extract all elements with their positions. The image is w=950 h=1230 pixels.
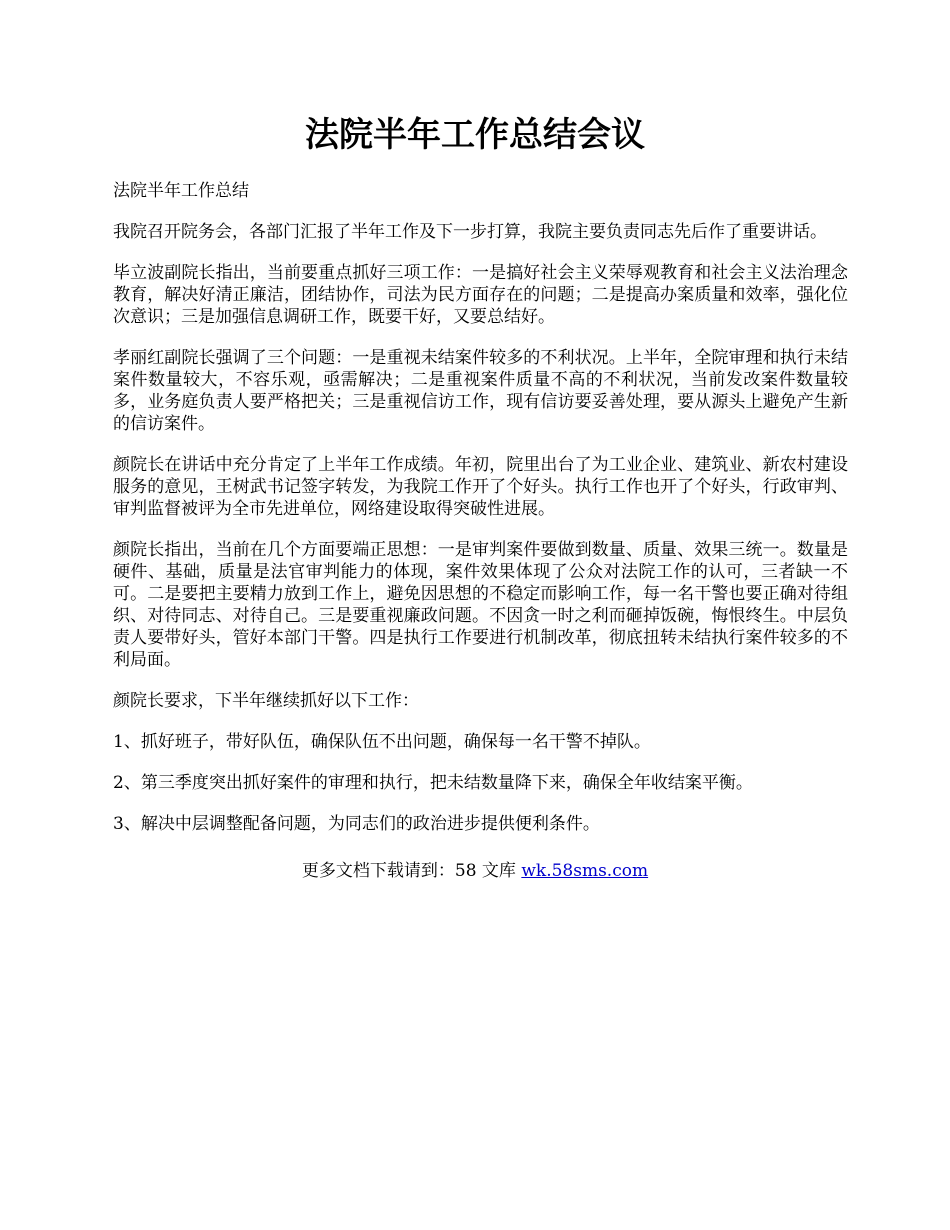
paragraph-yan-points: 颜院长指出，当前在几个方面要端正思想：一是审判案件要做到数量、质量、效果三统一。数量是硬件、基础，质量是法官审判能力的体现，案件效果体现了公众对法院工作的认可，三者缺一不可。二是要把主要精力放到工作上，避免因思想的不稳定而影响工作，每一名干警也要正确对待组织、对待同志、对待自己。三是要重视廉政问题。不因贪一时之利而砸掉饭碗，悔恨终生。中层负责人要带好头，管好本部门干警。四是执行工作要进行机制改革，彻底扭转未结执行案件较多的不利局面。 bbox=[113, 540, 848, 670]
footer-link[interactable]: wk.58sms.com bbox=[521, 861, 649, 881]
paragraph-intro: 我院召开院务会，各部门汇报了半年工作及下一步打算，我院主要负责同志先后作了重要讲话。 bbox=[113, 222, 827, 242]
download-footer bbox=[0, 860, 950, 882]
paragraph-subtitle: 法院半年工作总结 bbox=[113, 181, 249, 201]
paragraph-yan-affirm: 颜院长在讲话中充分肯定了上半年工作成绩。年初，院里出台了为工业企业、建筑业、新农村建设服务的意见，王树武书记签字转发，为我院工作开了个好头。执行工作也开了个好头，行政审判、审判监督被评为全市先进单位，网络建设取得突破性进展。 bbox=[113, 455, 848, 519]
list-item-2: 2、第三季度突出抓好案件的审理和执行，把未结数量降下来，确保全年收结案平衡。 bbox=[113, 773, 753, 793]
list-item-3: 3、解决中层调整配备问题，为同志们的政治进步提供便利条件。 bbox=[113, 814, 600, 834]
document-title: 法院半年工作总结会议 bbox=[305, 115, 645, 155]
footer-prefix: 更多文档下载请到：58 文库 bbox=[301, 861, 522, 881]
paragraph-bi-speech: 毕立波副院长指出，当前要重点抓好三项工作：一是搞好社会主义荣辱观教育和社会主义法治理念教育，解决好清正廉洁，团结协作，司法为民方面存在的问题；二是提高办案质量和效率，强化位次意识；三是加强信息调研工作，既要干好，又要总结好。 bbox=[113, 263, 848, 327]
list-item-1: 1、抓好班子，带好队伍，确保队伍不出问题，确保每一名干警不掉队。 bbox=[113, 732, 651, 752]
document-body bbox=[113, 180, 848, 854]
paragraph-xiao-speech: 孝丽红副院长强调了三个问题：一是重视未结案件较多的不利状况。上半年，全院审理和执行未结案件数量较大，不容乐观，亟需解决；二是重视案件质量不高的不利状况，当前发改案件数量较多，业务庭负责人要严格把关；三是重视信访工作，现有信访要妥善处理，要从源头上避免产生新的信访案件。 bbox=[113, 348, 848, 434]
paragraph-yan-requirements: 颜院长要求，下半年继续抓好以下工作： bbox=[113, 691, 419, 711]
